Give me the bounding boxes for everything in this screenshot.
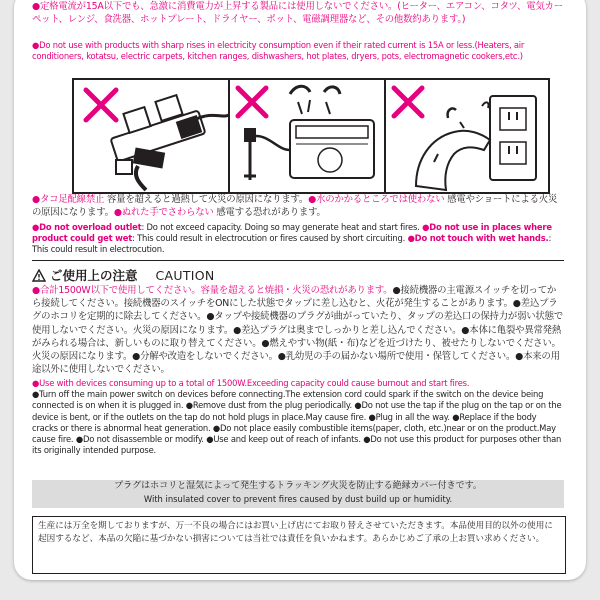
wet-hands-plug-prohibited-icon	[386, 80, 548, 192]
illustration-wet-hands	[384, 78, 550, 194]
warning-triangle-icon	[32, 269, 46, 282]
tap-daisy-chain-prohibited-icon	[74, 80, 236, 192]
prohibition-wet-hands-jp-head: ●ぬれた手でさわらない	[113, 207, 214, 219]
insulated-cover-jp: プラグはホコリと湿気によって発生するトラッキング火災を防止する絶縁カバー付きです。	[114, 481, 482, 491]
prohibition-water-jp-head: ●水のかかるところでは使わない	[308, 194, 445, 205]
insulated-cover-band	[32, 480, 564, 508]
caution-jp-lead: ●合計1500W以下で使用してください。容量を超えると焼損・火災の恐れがあります。	[32, 285, 393, 296]
prohibition-water-jp-body: 感電やショートによる火災の原因になります。	[32, 194, 558, 219]
illustration-water	[228, 78, 394, 194]
caution-jp-body: ●接続機器の主電源スイッチを切ってから接続してください。接続機器のスイッチをONにした状態でタップに差し込むと、火花が発生することがあります。●差込プラグのホコリを定期的に除去してください。●タップや接続機器のプラグが曲がっていたり、タップの差込口の保持力が弱い状態で使用しないでください。火災の原因になります。●差込プラグは奥までしっかりと差し込んでください。●本体に亀裂や異常発熱がみられる場合は、新しいものに取り替えてください。●燃えやすい物(紙・布)などを近づけたり、被せたりしないでください。火災の原因になります。●分解や改造をしないでください。●乳幼児の手の届かない場所で使用・保管してください。●本来の用途以外に使用しないでください。	[32, 285, 563, 376]
prohibition-water-en-head: ●Do not use in places where product could get wet	[32, 222, 552, 244]
disclaimer-text: 生産には万全を期しておりますが、万一不良の場合にはお買い上げ店にてお取り替えさせていただきます。本品使用目的以外の使用に起因するなど、本品の欠陥に基づかない損害については当社では責任を負いかねます。あらかじめご了承の上お買い求めください。	[38, 521, 553, 545]
prohibition-wet-hands-jp-body: 感電する恐れがあります。	[213, 207, 326, 219]
caution-en-lead: ●Use with devices consuming up to a total of 1500W.Exceeding capacity could cause burnout and start fires.	[32, 378, 470, 388]
prohibition-wet-hands-en-head: ●Do not touch with wet hands.	[407, 233, 549, 244]
section-divider	[32, 260, 564, 261]
prohibition-wet-hands-en-body: : This could result in electrocution.	[32, 233, 552, 255]
prohibition-overload-en-body: : Do not exceed capacity. Doing so may generate heat and start fires.	[141, 222, 420, 232]
prohibition-water-en-body: : This could result in electrocution or fires caused by short circuiting.	[132, 233, 406, 244]
caution-heading	[32, 266, 215, 284]
jp-wattage-warning: ●定格電流が15A以下でも、急激に消費電力が上昇する製品には使用しないでください。(ヒーター、エアコン、コタツ、電気カーペット、レンジ、食洗器、ホットプレート、ドライヤー、ポット、電磁調理器など、その他数約あります。)	[32, 1, 563, 26]
caution-jp-text	[32, 284, 564, 376]
prohibition-overload-en-head: ●Do not overload outlet	[32, 222, 142, 232]
prohibition-overload-jp-body: 容量を超えると過熱して火災の原因になります。	[104, 194, 309, 205]
caution-en-text	[32, 378, 564, 456]
illustration-overload	[72, 78, 238, 194]
caution-en-body: ●Turn off the main power switch on devices before connecting.The extension cord could spark if the switch on the device being connected is on when it is plugged in. ●Remove dust from the plug periodically. ●Do not use the tap if the plug on the tap or on the device is bent, or if the outlets on the tap do not hold plugs in place.May cause fire. ●Plug in all the way. ●Replace if the body cracks or there is abnormal heat generation. ●Do not place easily combustible items(paper, cloth, etc.)near or on the product.May cause fire. ●Do not disassemble or modify. ●Use and keep out of reach of infants. ●Do not use this product for purposes other than its originally intended purpose.	[32, 389, 562, 456]
caution-title-en: CAUTION	[155, 267, 215, 283]
en-wattage-warning: ●Do not use with products with sharp rises in electricity consumption even if their rated current is 15A or less.(Heaters, air conditioners, kotatsu, electric carpets, kitchen ranges, dishwashers, hot plates, dryers, pots, electromagnetic cookers,etc.)	[32, 40, 525, 62]
water-appliance-prohibited-icon	[230, 80, 392, 192]
prohibitions-jp	[32, 193, 564, 219]
insulated-cover-en: With insulated cover to prevent fires caused by dust build up or humidity.	[143, 494, 453, 504]
caution-title-jp: ご使用上の注意	[50, 268, 138, 283]
disclaimer-box	[32, 516, 566, 574]
prohibitions-en	[32, 222, 564, 256]
prohibition-overload-jp-head: ●タコ足配線禁止	[32, 194, 105, 205]
